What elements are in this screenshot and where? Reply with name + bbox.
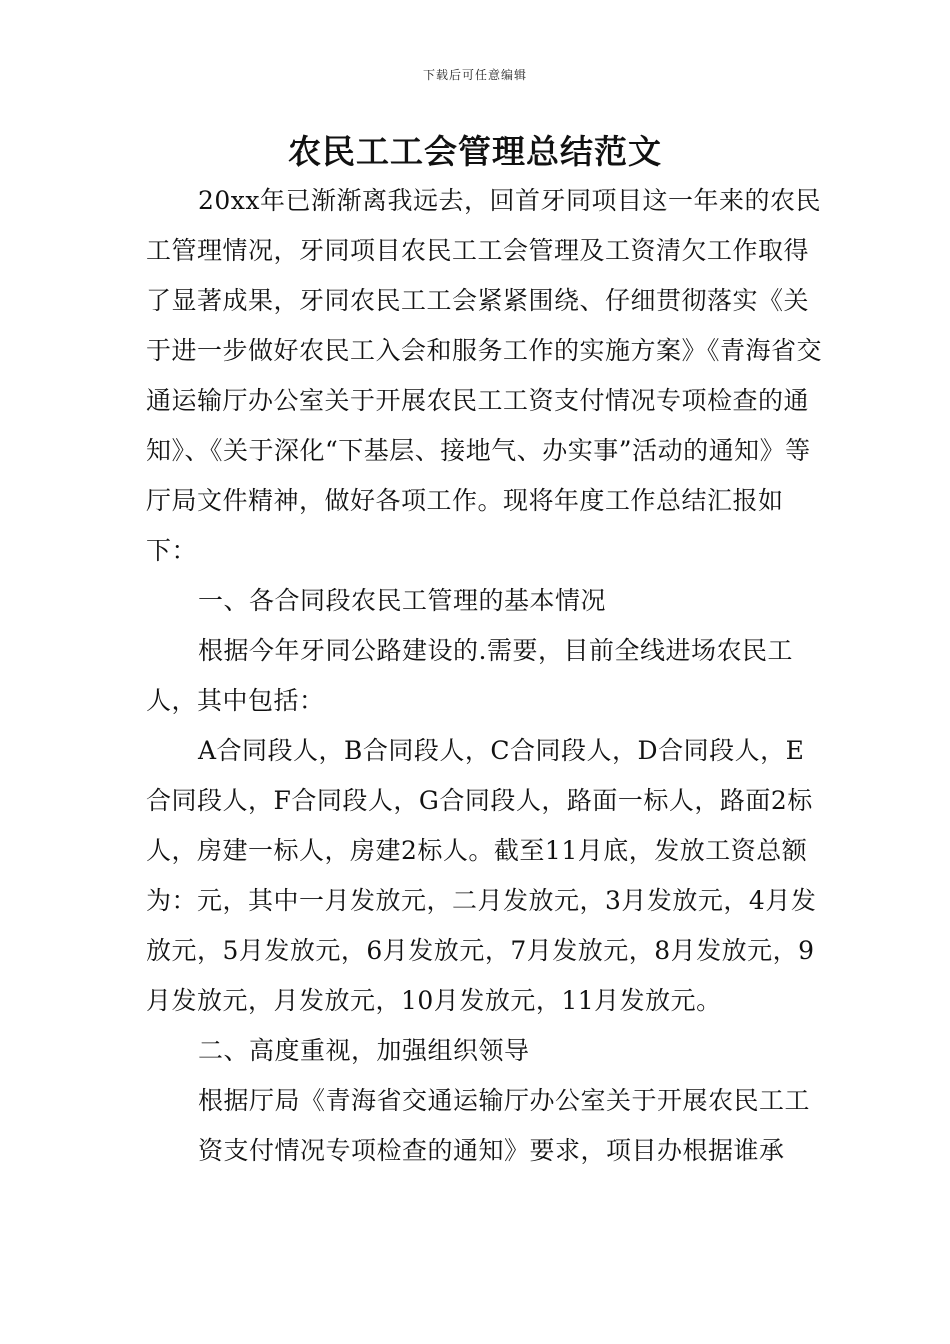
paragraph-leadership-continued: 资支付情况专项检查的通知》要求，项目办根据谁承	[198, 1136, 785, 1165]
paragraph-contract-sections: A合同段人，B合同段人，C合同段人，D合同段人，E合同段人，F合同段人，G合同段人，路面一标人，路面2标人，房建一标人，房建2标人。截至11月底，发放工资总额为：元，其中一月发放元，二月发放元，3月发放元，4月发放元，5月发放元，6月发放元，7月发放元，8月发放元，9月发放元，月发放元，10月发放元，11月发放元。	[146, 736, 817, 1015]
paragraph-intro: 20xx年已渐渐离我远去，回首牙同项目这一年来的农民工管理情况，牙同项目农民工工会管理及工资清欠工作取得了显著成果，牙同农民工工会紧紧围绕、仔细贯彻落实《关于进一步做好农民工入会和服务工作的实施方案》《青海省交通运输厅办公室关于开展农民工工资支付情况专项检查的通知》、《关于深化“下基层、接地气、办实事”活动的通知》等厅局文件精神，做好各项工作。现将年度工作总结汇报如下：	[146, 186, 823, 565]
paragraph-leadership: 根据厅局《青海省交通运输厅办公室关于开展农民工工	[198, 1086, 811, 1115]
section-heading-1: 一、各合同段农民工管理的基本情况	[198, 586, 607, 615]
header-note: 下载后可任意编辑	[422, 68, 527, 82]
document-body	[146, 176, 822, 1176]
paragraph-workers-count: 根据今年牙同公路建设的.需要，目前全线进场农民工人，其中包括：	[146, 636, 793, 715]
section-heading-2: 二、高度重视，加强组织领导	[198, 1036, 530, 1065]
document-title: 农民工工会管理总结范文	[288, 132, 662, 171]
